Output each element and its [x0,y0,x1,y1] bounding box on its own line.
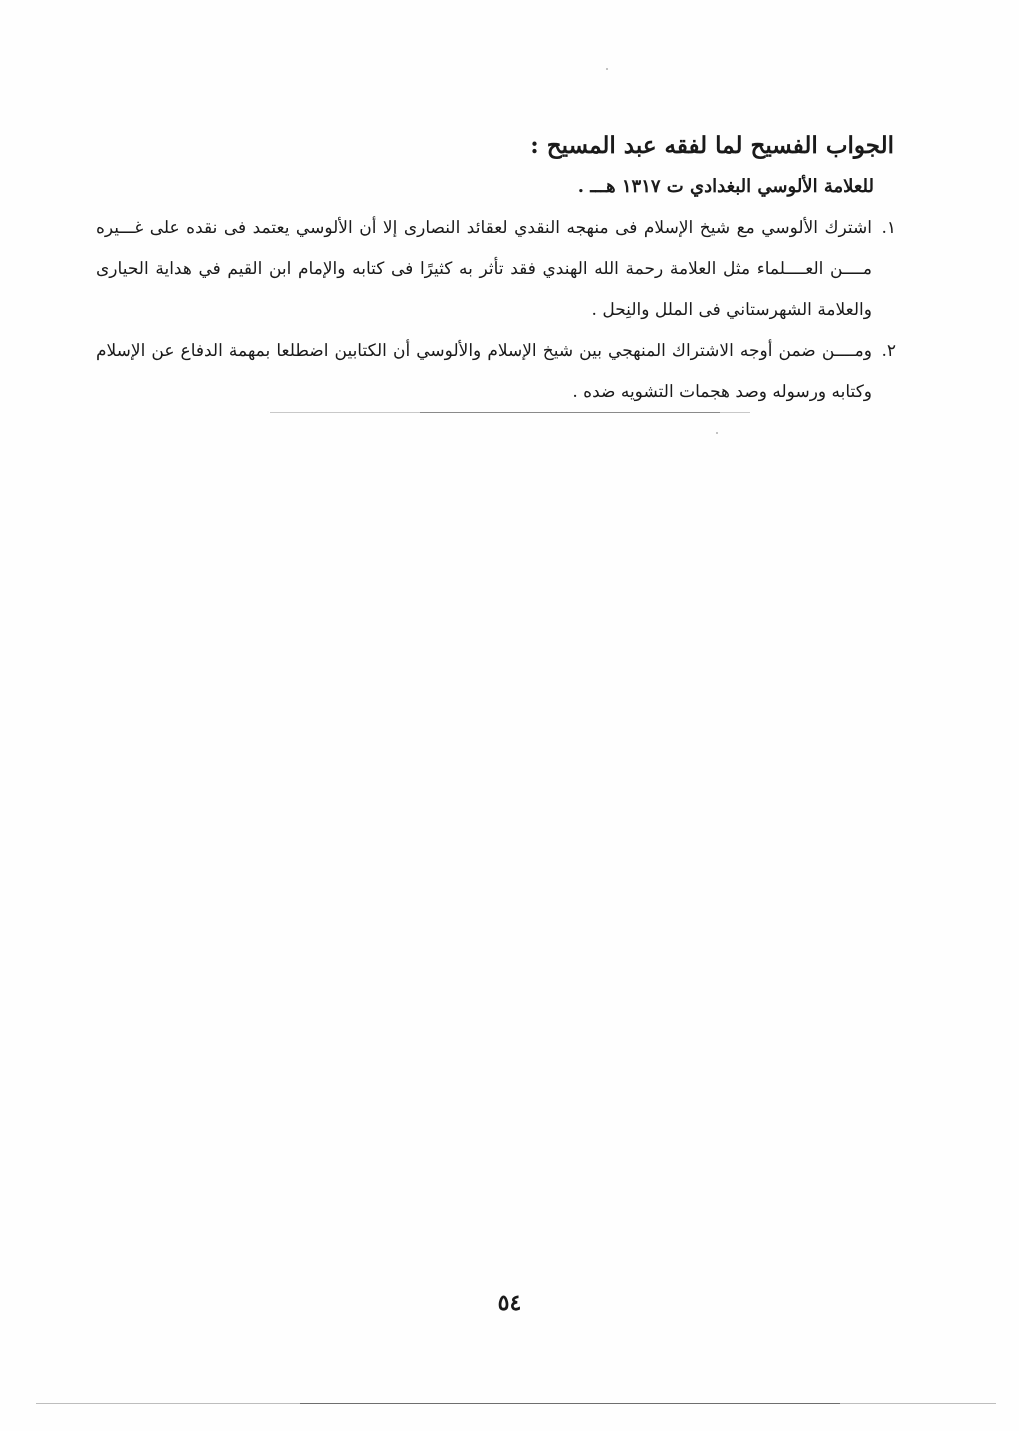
list-item-1 [96,208,896,331]
document-body [96,128,896,413]
item-number-2: ٢. [881,341,896,361]
scan-bottom-edge-dark [300,1403,840,1404]
item-text-2: ومــــن ضمن أوجه الاشتراك المنهجي بين شيخ الإسلام والألوسي أن الكتابين اضطلعا بمهمة الدفاع عن الإسلام وكتابه ورسوله وصد هجمات التشويه ضده . [96,341,872,402]
item-number-1: ١. [881,218,896,238]
book-title: الجواب الفسيح لما لفقه عبد المسيح : [530,132,894,159]
item-text-1: اشترك الألوسي مع شيخ الإسلام فى منهجه النقدي لعقائد النصارى إلا أن الألوسي يعتمد فى نقده على غـــيره مــــن العــــلماء مثل العلامة رحمة الله الهندي فقد تأثر به كثيرًا فى كتابه والإمام ابن القيم في هداية الحيارى والعلامة الشهرستاني فى الملل والنِحل . [96,218,872,320]
scan-speck [606,68,608,70]
scan-speck [716,432,718,434]
list-item-2 [96,331,896,413]
page-number: ٥٤ [497,1290,522,1316]
author-line: للعلامة الألوسي البغدادي ت ١٣١٧ هـــ . [577,176,874,197]
scan-divider-line-2 [420,412,720,413]
